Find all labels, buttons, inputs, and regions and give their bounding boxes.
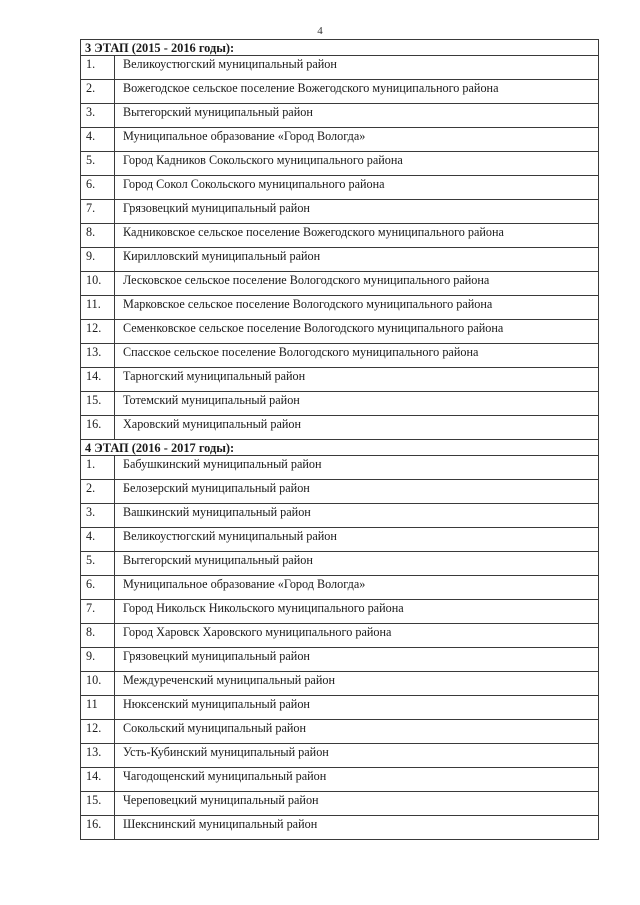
municipality-name: Междуреченский муниципальный район [115, 672, 599, 696]
row-number: 12. [81, 320, 115, 344]
municipality-name: Грязовецкий муниципальный район [115, 648, 599, 672]
row-number: 16. [81, 816, 115, 840]
row-number: 11 [81, 696, 115, 720]
row-number: 1. [81, 456, 115, 480]
row-number: 1. [81, 56, 115, 80]
row-number: 7. [81, 600, 115, 624]
page-number: 4 [317, 25, 323, 37]
table-row [81, 504, 599, 528]
table-row [81, 528, 599, 552]
table-row [81, 480, 599, 504]
municipality-name: Усть-Кубинский муниципальный район [115, 744, 599, 768]
row-number: 11. [81, 296, 115, 320]
municipality-name: Великоустюгский муниципальный район [115, 528, 599, 552]
municipality-name: Город Никольск Никольского муниципального района [115, 600, 599, 624]
municipality-name: Вожегодское сельское поселение Вожегодского муниципального района [115, 80, 599, 104]
row-number: 10. [81, 272, 115, 296]
table-row [81, 552, 599, 576]
stage-header-row [81, 40, 599, 56]
table-row [81, 200, 599, 224]
row-number: 8. [81, 224, 115, 248]
table-row [81, 152, 599, 176]
stage-title: 3 ЭТАП (2015 - 2016 годы): [81, 40, 599, 56]
table-row [81, 416, 599, 440]
row-number: 16. [81, 416, 115, 440]
row-number: 5. [81, 152, 115, 176]
row-number: 14. [81, 768, 115, 792]
table-row [81, 56, 599, 80]
municipality-name: Нюксенский муниципальный район [115, 696, 599, 720]
table-row [81, 600, 599, 624]
row-number: 9. [81, 248, 115, 272]
municipality-name: Бабушкинский муниципальный район [115, 456, 599, 480]
row-number: 3. [81, 104, 115, 128]
table-row [81, 744, 599, 768]
table-row [81, 80, 599, 104]
row-number: 14. [81, 368, 115, 392]
table-row [81, 576, 599, 600]
table-row [81, 344, 599, 368]
table-row [81, 624, 599, 648]
table-row [81, 248, 599, 272]
municipality-name: Город Сокол Сокольского муниципального района [115, 176, 599, 200]
row-number: 13. [81, 744, 115, 768]
municipality-table [80, 39, 599, 840]
row-number: 7. [81, 200, 115, 224]
municipality-name: Харовский муниципальный район [115, 416, 599, 440]
table-row [81, 272, 599, 296]
row-number: 10. [81, 672, 115, 696]
table-row [81, 816, 599, 840]
table-row [81, 696, 599, 720]
municipality-name: Вашкинский муниципальный район [115, 504, 599, 528]
municipality-name: Череповецкий муниципальный район [115, 792, 599, 816]
table-row [81, 392, 599, 416]
municipality-name: Семенковское сельское поселение Вологодского муниципального района [115, 320, 599, 344]
table-row [81, 368, 599, 392]
row-number: 15. [81, 392, 115, 416]
municipality-name: Чагодощенский муниципальный район [115, 768, 599, 792]
municipality-name: Муниципальное образование «Город Вологда» [115, 576, 599, 600]
table-row [81, 768, 599, 792]
municipality-name: Тарногский муниципальный район [115, 368, 599, 392]
municipality-name: Марковское сельское поселение Вологодского муниципального района [115, 296, 599, 320]
table-row [81, 224, 599, 248]
municipality-name: Вытегорский муниципальный район [115, 552, 599, 576]
table-row [81, 792, 599, 816]
municipality-name: Муниципальное образование «Город Вологда» [115, 128, 599, 152]
municipality-name: Город Кадников Сокольского муниципального района [115, 152, 599, 176]
municipality-name: Спасское сельское поселение Вологодского муниципального района [115, 344, 599, 368]
row-number: 15. [81, 792, 115, 816]
table-row [81, 104, 599, 128]
row-number: 12. [81, 720, 115, 744]
table-row [81, 320, 599, 344]
municipality-name: Великоустюгский муниципальный район [115, 56, 599, 80]
municipality-name: Лесковское сельское поселение Вологодского муниципального района [115, 272, 599, 296]
table-row [81, 176, 599, 200]
table-row [81, 296, 599, 320]
row-number: 8. [81, 624, 115, 648]
row-number: 2. [81, 80, 115, 104]
municipality-name: Грязовецкий муниципальный район [115, 200, 599, 224]
row-number: 5. [81, 552, 115, 576]
municipality-name: Тотемский муниципальный район [115, 392, 599, 416]
row-number: 4. [81, 128, 115, 152]
row-number: 13. [81, 344, 115, 368]
table-body [81, 40, 599, 840]
stage-header-row [81, 440, 599, 456]
table-row [81, 648, 599, 672]
row-number: 6. [81, 176, 115, 200]
municipality-name: Кадниковское сельское поселение Вожегодского муниципального района [115, 224, 599, 248]
row-number: 6. [81, 576, 115, 600]
table-row [81, 456, 599, 480]
row-number: 3. [81, 504, 115, 528]
municipality-name: Сокольский муниципальный район [115, 720, 599, 744]
table-row [81, 672, 599, 696]
table-row [81, 128, 599, 152]
municipality-name: Город Харовск Харовского муниципального района [115, 624, 599, 648]
row-number: 4. [81, 528, 115, 552]
municipality-name: Шекснинский муниципальный район [115, 816, 599, 840]
row-number: 2. [81, 480, 115, 504]
municipality-name: Вытегорский муниципальный район [115, 104, 599, 128]
municipality-name: Кирилловский муниципальный район [115, 248, 599, 272]
row-number: 9. [81, 648, 115, 672]
municipality-name: Белозерский муниципальный район [115, 480, 599, 504]
table-row [81, 720, 599, 744]
stage-title: 4 ЭТАП (2016 - 2017 годы): [81, 440, 599, 456]
